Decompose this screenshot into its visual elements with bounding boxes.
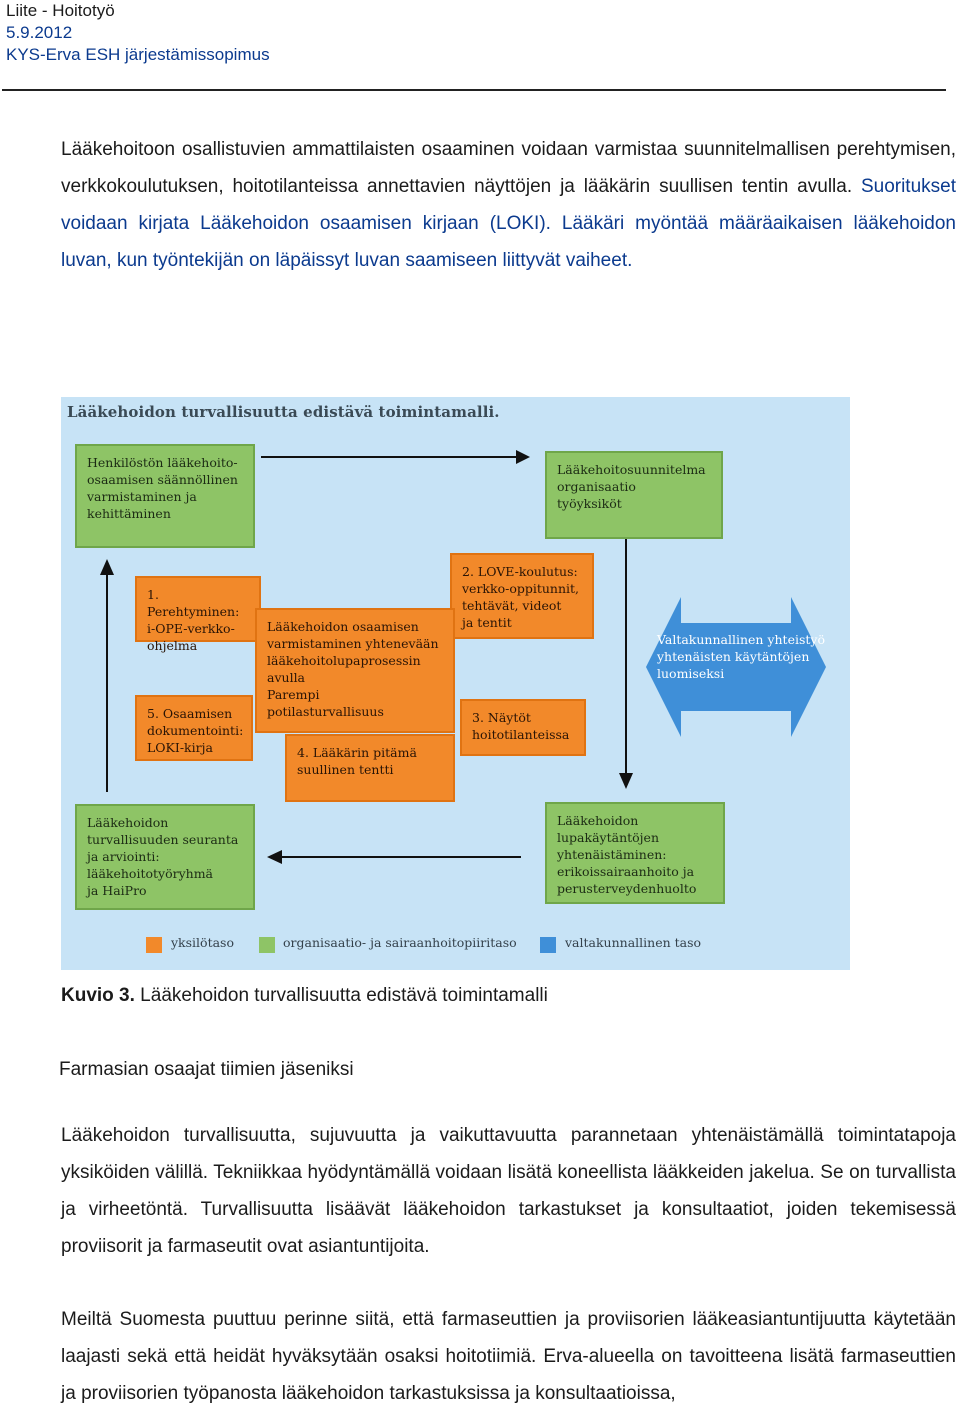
legend-blue-swatch: [540, 937, 556, 953]
right-arrow-head: [619, 773, 633, 789]
section-heading: Farmasian osaajat tiimien jäseniksi: [59, 1059, 354, 1080]
box-medication-plan: Lääkehoitosuunnitelma organisaatio työyksiköt: [545, 451, 723, 539]
legend-green-label: organisaatio- ja sairaanhoitopiiritaso: [283, 935, 517, 950]
box-license-harmonization: Lääkehoidon lupakäytäntöjen yhtenäistäminen: erikoissairaanhoito ja perusterveydenhuolto: [545, 802, 725, 904]
legend-blue-label: valtakunnallinen taso: [565, 935, 702, 950]
caption-text: Lääkehoidon turvallisuutta edistävä toimintamalli: [134, 985, 548, 1006]
box-step3-demonstrations: 3. Näytöt hoitotilanteissa: [460, 699, 586, 756]
box-step4-oral-exam: 4. Lääkärin pitämä suullinen tentti: [285, 734, 455, 802]
left-arrow-head: [100, 559, 114, 575]
intro-paragraph: [61, 131, 956, 279]
legend-orange-label: yksilötaso: [171, 935, 234, 950]
top-arrow-head: [516, 450, 530, 464]
safety-model-diagram: [61, 397, 850, 970]
box-center-competence: Lääkehoidon osaamisen varmistaminen yhtenevään lääkehoitolupaprosessin avulla Parempi potilasturvallisuus: [255, 608, 455, 733]
bottom-arrow-head: [267, 850, 282, 864]
box-step5-documentation: 5. Osaamisen dokumentointi: LOKI-kirja: [135, 695, 253, 761]
header-divider: [2, 89, 946, 91]
box-step2-love-training: 2. LOVE-koulutus: verkko-oppitunnit, tehtävät, videot ja tentit: [450, 553, 594, 639]
diagram-title: Lääkehoidon turvallisuutta edistävä toimintamalli.: [67, 403, 500, 421]
caption-label: Kuvio 3.: [61, 985, 135, 1006]
legend-green-swatch: [259, 937, 275, 953]
intro-paragraph-part2: Suoritukset voidaan kirjata Lääkehoidon osaamisen kirjaan (LOKI). Lääkäri myöntää määräaikaisen lääkehoidon luvan, kun työntekijän on läpäissyt luvan saamiseen liittyvät vaiheet.: [61, 176, 956, 271]
paragraph-3: Meiltä Suomesta puuttuu perinne siitä, että farmaseuttien ja proviisorien lääkeasiantuntijuutta käytetään laajasti sekä että heidät hyväksytään osaksi hoitotiimiä. Erva-alueella on tavoitteena lisätä farmaseuttien ja proviisorien työpanosta lääkehoidon tarkastuksissa ja konsultaatioissa,: [61, 1309, 956, 1404]
arrow-national-text: Valtakunnallinen yhteistyö yhtenäisten käytäntöjen luomiseksi: [657, 632, 826, 681]
header-subtitle: KYS-Erva ESH järjestämissopimus: [6, 45, 270, 64]
header-date: 5.9.2012: [6, 23, 73, 42]
box-staff-competence: Henkilöstön lääkehoito- osaamisen säännöllinen varmistaminen ja kehittäminen: [75, 444, 255, 548]
intro-paragraph-part1: Lääkehoitoon osallistuvien ammattilaisten osaaminen voidaan varmistaa suunnitelmallisen perehtymisen, verkkokoulutuksen, hoitotilanteissa annettavien näyttöjen ja lääkärin suullisen tentin avulla.: [61, 139, 956, 197]
page-header: [6, 0, 270, 66]
figure-caption: [61, 985, 548, 1007]
box-step1-orientation: 1. Perehtyminen: i-OPE-verkko- ohjelma: [135, 576, 261, 642]
header-title: Liite - Hoitotyö: [6, 1, 115, 20]
legend-orange-swatch: [146, 937, 162, 953]
box-safety-monitoring: Lääkehoidon turvallisuuden seuranta ja arviointi: lääkehoitotyöryhmä ja HaiPro: [75, 804, 255, 910]
paragraph-2: Lääkehoidon turvallisuutta, sujuvuutta ja vaikuttavuutta parannetaan yhtenäistämällä toimintatapoja yksiköiden välillä. Tekniikkaa hyödyntämällä voidaan lisätä koneellista lääkkeiden jakelua. Se on turvallista ja virheetöntä. Turvallisuutta lisäävät lääkehoidon tarkastukset ja konsultaatiot, joiden tekemisessä proviisorit ja farmaseutit ovat asiantuntijoita.: [61, 1125, 956, 1257]
